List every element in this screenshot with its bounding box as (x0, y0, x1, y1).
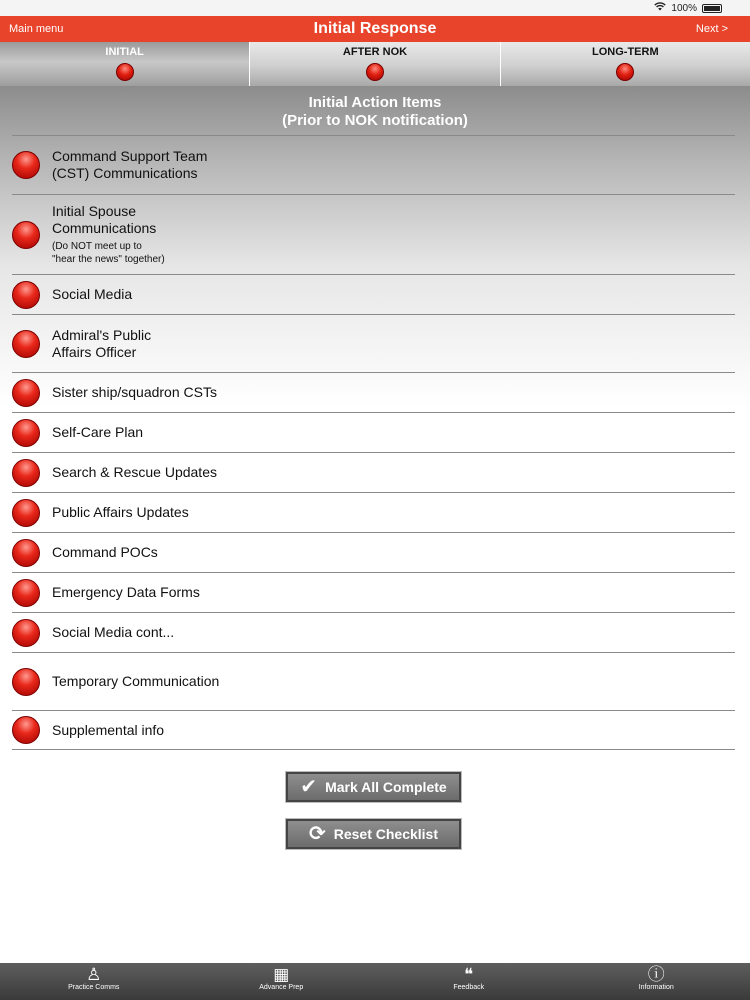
tab-information[interactable]: ⓘ Information (563, 963, 750, 1000)
status-dot-icon[interactable] (12, 330, 40, 358)
next-button[interactable]: Next > (695, 23, 728, 35)
question-icon: ⓘ (647, 965, 665, 984)
list-item[interactable]: Social Media (12, 274, 735, 314)
status-dot-icon[interactable] (12, 619, 40, 647)
tab-practice-comms[interactable]: ♙ Practice Comms (0, 963, 188, 1000)
status-dot-icon (366, 63, 384, 81)
status-dot-icon[interactable] (12, 221, 40, 249)
status-dot-icon[interactable] (12, 419, 40, 447)
list-item[interactable]: Command POCs (12, 532, 735, 572)
practice-comms-icon: ♙ (86, 965, 102, 984)
checkmark-icon: ✔ (300, 776, 318, 798)
status-dot-icon[interactable] (12, 151, 40, 179)
status-dot-icon (616, 63, 634, 81)
list-item[interactable]: Temporary Communication (12, 652, 735, 710)
list-item[interactable]: Self-Care Plan (12, 412, 735, 452)
tab-long-term[interactable] (501, 42, 750, 86)
list-item[interactable]: Public Affairs Updates (12, 492, 735, 532)
tab-initial[interactable] (0, 42, 250, 86)
status-dot-icon[interactable] (12, 499, 40, 527)
tab-advance-prep[interactable]: ▦ Advance Prep (188, 963, 376, 1000)
status-dot-icon[interactable] (12, 459, 40, 487)
tab-label: AFTER NOK (342, 46, 408, 58)
phase-tabs (0, 42, 750, 86)
status-dot-icon[interactable] (12, 539, 40, 567)
list-item[interactable]: Command Support Team (CST) Communications (12, 135, 735, 194)
list-item[interactable]: Supplemental info (12, 710, 735, 750)
mark-all-complete-button[interactable]: ✔ Mark All Complete (286, 772, 461, 802)
calendar-icon: ▦ (273, 965, 290, 984)
list-item[interactable]: Social Media cont... (12, 612, 735, 652)
chat-bubbles-icon: ❝ (464, 965, 474, 984)
tab-feedback[interactable]: ❝ Feedback (375, 963, 563, 1000)
tab-label: LONG-TERM (592, 46, 659, 58)
refresh-icon: ⟳ (308, 823, 326, 845)
list-item[interactable]: Emergency Data Forms (12, 572, 735, 612)
list-item[interactable]: Sister ship/squadron CSTs (12, 372, 735, 412)
list-item[interactable]: Admiral's Public Affairs Officer (12, 314, 735, 372)
battery-percent: 100% (671, 2, 697, 14)
list-item[interactable]: Initial Spouse Communications (Do NOT meet up to "hear the news" together) (12, 194, 735, 274)
status-dot-icon (116, 63, 134, 81)
status-dot-icon[interactable] (12, 716, 40, 744)
page-title: Initial Response (313, 20, 437, 37)
status-dot-icon[interactable] (12, 379, 40, 407)
checklist (12, 135, 735, 750)
battery-icon (702, 4, 722, 13)
tab-after-nok[interactable] (250, 42, 500, 86)
list-item[interactable]: Search & Rescue Updates (12, 452, 735, 492)
section-title: Initial Action Items (Prior to NOK notification) (282, 94, 468, 129)
main-menu-button[interactable]: Main menu (9, 23, 64, 35)
status-dot-icon[interactable] (12, 579, 40, 607)
status-bar (0, 0, 750, 16)
wifi-icon (654, 2, 666, 14)
reset-checklist-button[interactable]: ⟳ Reset Checklist (286, 819, 461, 849)
status-dot-icon[interactable] (12, 281, 40, 309)
status-dot-icon[interactable] (12, 668, 40, 696)
tab-label: INITIAL (105, 46, 144, 58)
bottom-tab-bar (0, 963, 750, 1000)
nav-bar (0, 16, 750, 42)
